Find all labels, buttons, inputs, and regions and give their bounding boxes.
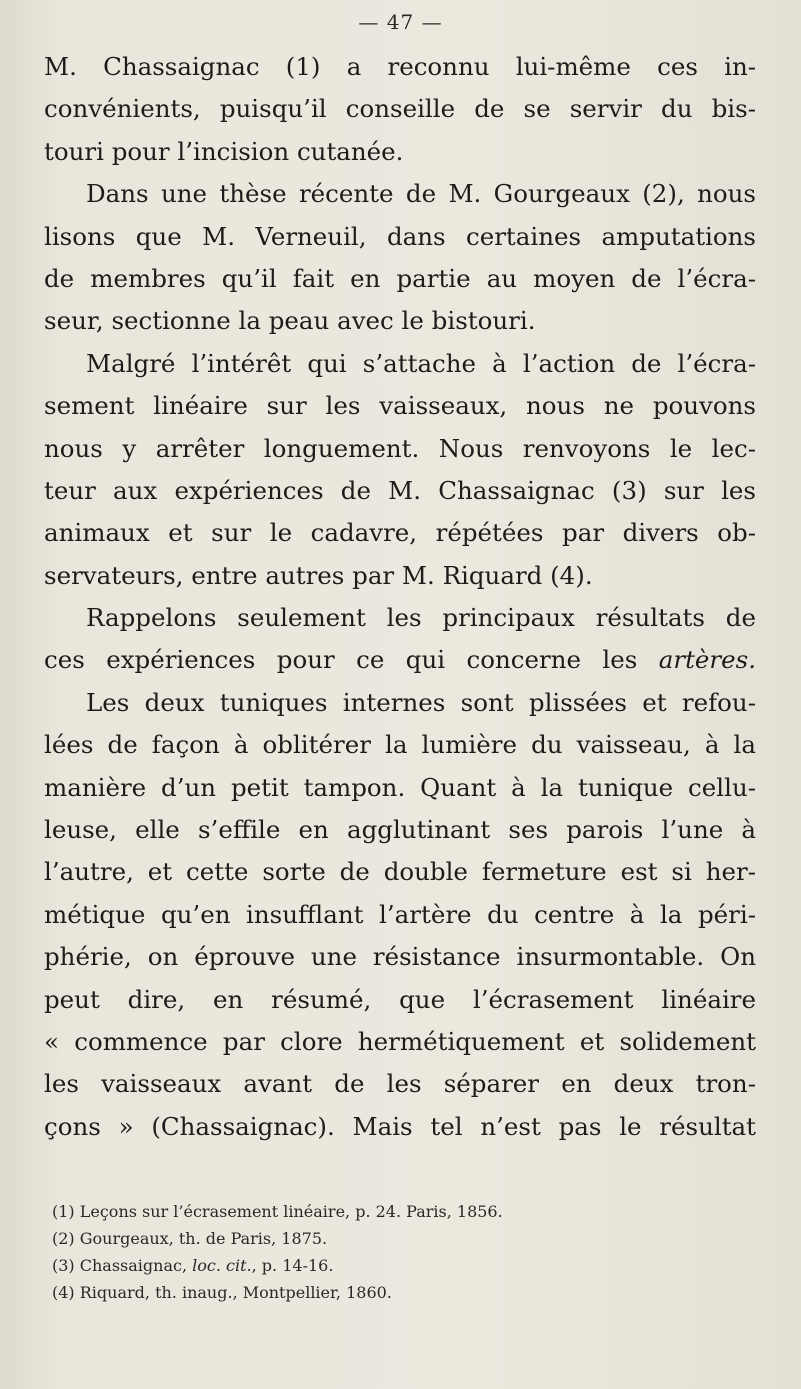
footnotes — [52, 1198, 732, 1306]
text-line: touri pour l’incision cutanée. — [44, 136, 404, 166]
text-line: phérie, on éprouve une résistance insurmontable. On — [44, 942, 756, 972]
text-line: lisons que M. Verneuil, dans certaines amputations — [44, 221, 756, 251]
footnote-italic: loc. cit. — [192, 1256, 252, 1275]
main-text — [44, 46, 756, 1148]
text-line: lées de façon à oblitérer la lumière du vaisseau, à la — [44, 730, 756, 760]
text-line: Rappelons seulement les principaux résultats de — [86, 603, 756, 633]
text-line: les vaisseaux avant de les séparer en deux tron- — [44, 1069, 756, 1099]
footnote: (4) Riquard, th. inaug., Montpellier, 1860. — [52, 1283, 392, 1302]
text-line: servateurs, entre autres par M. Riquard (4). — [44, 560, 593, 590]
text-line: métique qu’en insufflant l’artère du centre à la péri- — [44, 899, 756, 929]
text-line: nous y arrêter longuement. Nous renvoyons le lec- — [44, 433, 756, 463]
text-line: manière d’un petit tampon. Quant à la tunique cellu- — [44, 772, 756, 802]
text-line-lead: ces expériences pour ce qui concerne les — [44, 645, 638, 675]
italic-word: artères. — [658, 645, 756, 675]
text-line: de membres qu’il fait en partie au moyen de l’écra- — [44, 263, 756, 293]
page-number: — 47 — — [358, 10, 443, 34]
text-line: Dans une thèse récente de M. Gourgeaux (2), nous — [86, 179, 756, 209]
text-line: animaux et sur le cadavre, répétées par divers ob- — [44, 518, 756, 548]
text-line: çons » (Chassaignac). Mais tel n’est pas le résultat — [44, 1111, 756, 1141]
text-line: M. Chassaignac (1) a reconnu lui-même ces in- — [44, 52, 756, 81]
text-line: Les deux tuniques internes sont plissées et refou- — [86, 687, 756, 717]
text-line: sement linéaire sur les vaisseaux, nous ne pouvons — [44, 391, 756, 421]
text-line-with-italic — [44, 639, 756, 681]
footnote: (2) Gourgeaux, th. de Paris, 1875. — [52, 1229, 328, 1248]
text-line: l’autre, et cette sorte de double fermeture est si her- — [44, 857, 756, 887]
text-line: « commence par clore hermétiquement et solidement — [44, 1026, 756, 1056]
footnote-tail: , p. 14-16. — [251, 1256, 334, 1275]
footnote-lead: (3) Chassaignac, — [52, 1256, 188, 1275]
text-line: Malgré l’intérêt qui s’attache à l’action de l’écra- — [86, 348, 756, 378]
text-line: seur, sectionne la peau avec le bistouri. — [44, 306, 536, 336]
text-line: peut dire, en résumé, que l’écrasement linéaire — [44, 984, 756, 1014]
text-line: convénients, puisqu’il conseille de se servir du bis- — [44, 94, 756, 124]
text-line: leuse, elle s’effile en agglutinant ses parois l’une à — [44, 815, 756, 845]
text-line: teur aux expériences de M. Chassaignac (3) sur les — [44, 475, 756, 505]
footnote: (1) Leçons sur l’écrasement linéaire, p. 24. Paris, 1856. — [52, 1202, 503, 1221]
footnote — [52, 1252, 732, 1279]
